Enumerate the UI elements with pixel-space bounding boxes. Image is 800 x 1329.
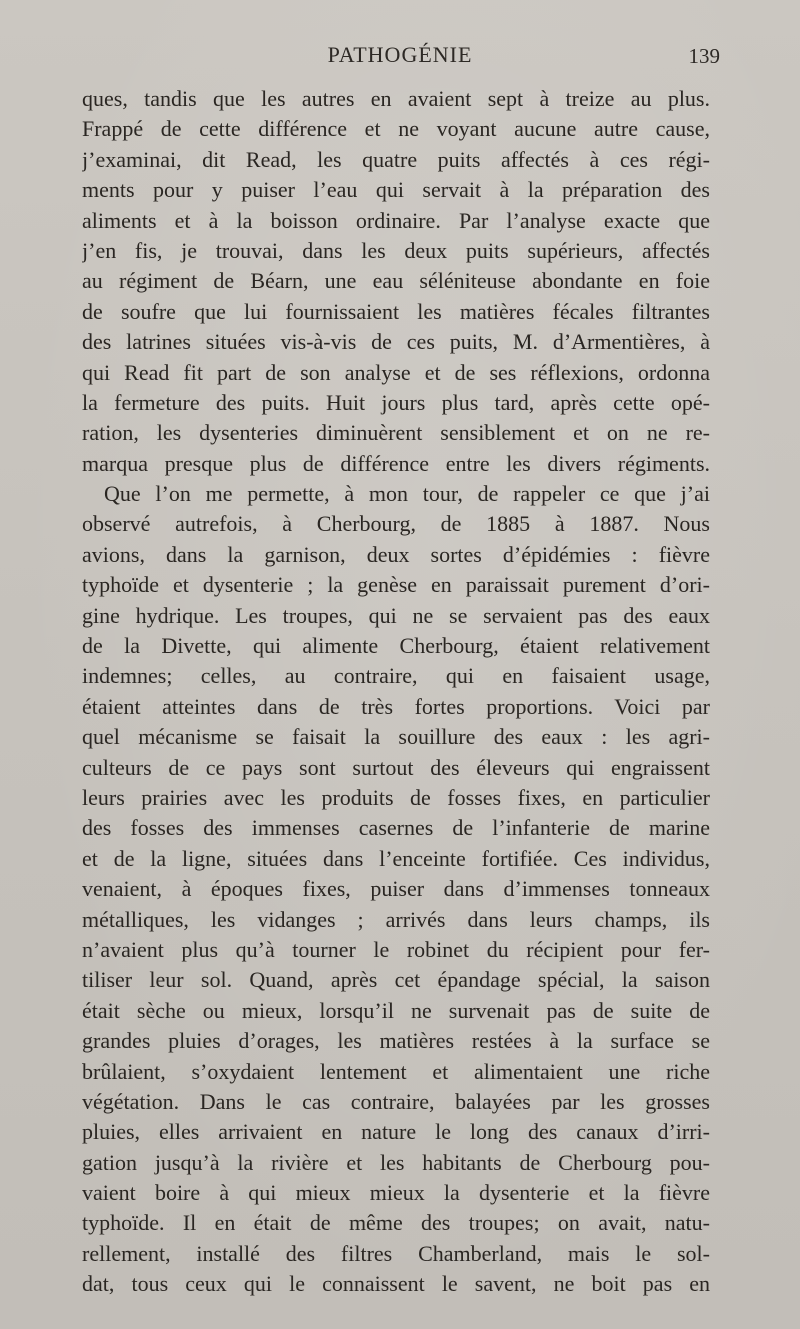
text-line: vaient boire à qui mieux mieux la dysenterie et la fièvre bbox=[82, 1180, 710, 1206]
text-line: la fermeture des puits. Huit jours plus tard, après cette opé- bbox=[82, 389, 710, 415]
text-line: Frappé de cette différence et ne voyant aucune autre cause, bbox=[82, 116, 710, 142]
text-line: ments pour y puiser l’eau qui servait à la préparation des bbox=[82, 177, 710, 203]
text-line: leurs prairies avec les produits de fosses fixes, en particulier bbox=[82, 784, 710, 810]
text-line: venaient, à époques fixes, puiser dans d’immenses tonneaux bbox=[82, 876, 710, 902]
text-line: gation jusqu’à la rivière et les habitants de Cherbourg pou- bbox=[82, 1149, 710, 1175]
text-line: était sèche ou mieux, lorsqu’il ne survenait pas de suite de bbox=[82, 997, 710, 1023]
text-line: marqua presque plus de différence entre les divers régiments. bbox=[82, 450, 710, 476]
body-text bbox=[82, 84, 710, 1300]
text-line: typhoïde. Il en était de même des troupes; on avait, natu- bbox=[82, 1210, 710, 1236]
text-line: avions, dans la garnison, deux sortes d’épidémies : fièvre bbox=[82, 541, 710, 567]
text-line: qui Read fit part de son analyse et de ses réflexions, ordonna bbox=[82, 359, 710, 385]
text-line: indemnes; celles, au contraire, qui en faisaient usage, bbox=[82, 663, 710, 689]
text-line: végétation. Dans le cas contraire, balayées par les grosses bbox=[82, 1088, 710, 1114]
page-number: 139 bbox=[688, 44, 720, 68]
text-line: gine hydrique. Les troupes, qui ne se servaient pas des eaux bbox=[82, 602, 710, 628]
text-line: dat, tous ceux qui le connaissent le savent, ne boit pas en bbox=[82, 1271, 710, 1297]
text-line: j’examinai, dit Read, les quatre puits affectés à ces régi- bbox=[82, 146, 710, 172]
text-line: ques, tandis que les autres en avaient sept à treize au plus. bbox=[82, 86, 710, 111]
text-line: métalliques, les vidanges ; arrivés dans leurs champs, ils bbox=[82, 906, 710, 932]
text-line: ration, les dysenteries diminuèrent sensiblement et on ne re- bbox=[82, 420, 710, 446]
text-line: tiliser leur sol. Quand, après cet épandage spécial, la saison bbox=[82, 967, 710, 993]
text-line: des latrines situées vis-à-vis de ces puits, M. d’Armentières, à bbox=[82, 329, 710, 355]
text-line: de la Divette, qui alimente Cherbourg, étaient relativement bbox=[82, 633, 710, 659]
text-line: rellement, installé des filtres Chamberland, mais le sol- bbox=[82, 1240, 710, 1266]
text-line: j’en fis, je trouvai, dans les deux puits supérieurs, affectés bbox=[82, 237, 710, 263]
text-line: grandes pluies d’orages, les matières restées à la surface se bbox=[82, 1028, 710, 1054]
text-line-paragraph-start: Que l’on me permette, à mon tour, de rappeler ce que j’ai bbox=[104, 481, 710, 507]
text-line: culteurs de ce pays sont surtout des éleveurs qui engraissent bbox=[82, 754, 710, 780]
text-line: aliments et à la boisson ordinaire. Par l’analyse exacte que bbox=[82, 207, 710, 233]
text-line: des fosses des immenses casernes de l’infanterie de marine bbox=[82, 815, 710, 841]
text-line: quel mécanisme se faisait la souillure des eaux : les agri- bbox=[82, 724, 710, 750]
text-line: pluies, elles arrivaient en nature le long des canaux d’irri- bbox=[82, 1119, 710, 1145]
text-line: au régiment de Béarn, une eau séléniteuse abondante en foie bbox=[82, 268, 710, 294]
running-title: PATHOGÉNIE bbox=[327, 42, 473, 67]
page-header bbox=[0, 42, 800, 82]
text-line: typhoïde et dysenterie ; la genèse en paraissait purement d’ori- bbox=[82, 572, 710, 598]
text-line: de soufre que lui fournissaient les matières fécales filtrantes bbox=[82, 298, 710, 324]
text-line: observé autrefois, à Cherbourg, de 1885 à 1887. Nous bbox=[82, 511, 710, 537]
text-line: brûlaient, s’oxydaient lentement et alimentaient une riche bbox=[82, 1058, 710, 1084]
text-line: étaient atteintes dans de très fortes proportions. Voici par bbox=[82, 693, 710, 719]
text-line: n’avaient plus qu’à tourner le robinet du récipient pour fer- bbox=[82, 936, 710, 962]
text-line: et de la ligne, situées dans l’enceinte fortifiée. Ces individus, bbox=[82, 845, 710, 871]
